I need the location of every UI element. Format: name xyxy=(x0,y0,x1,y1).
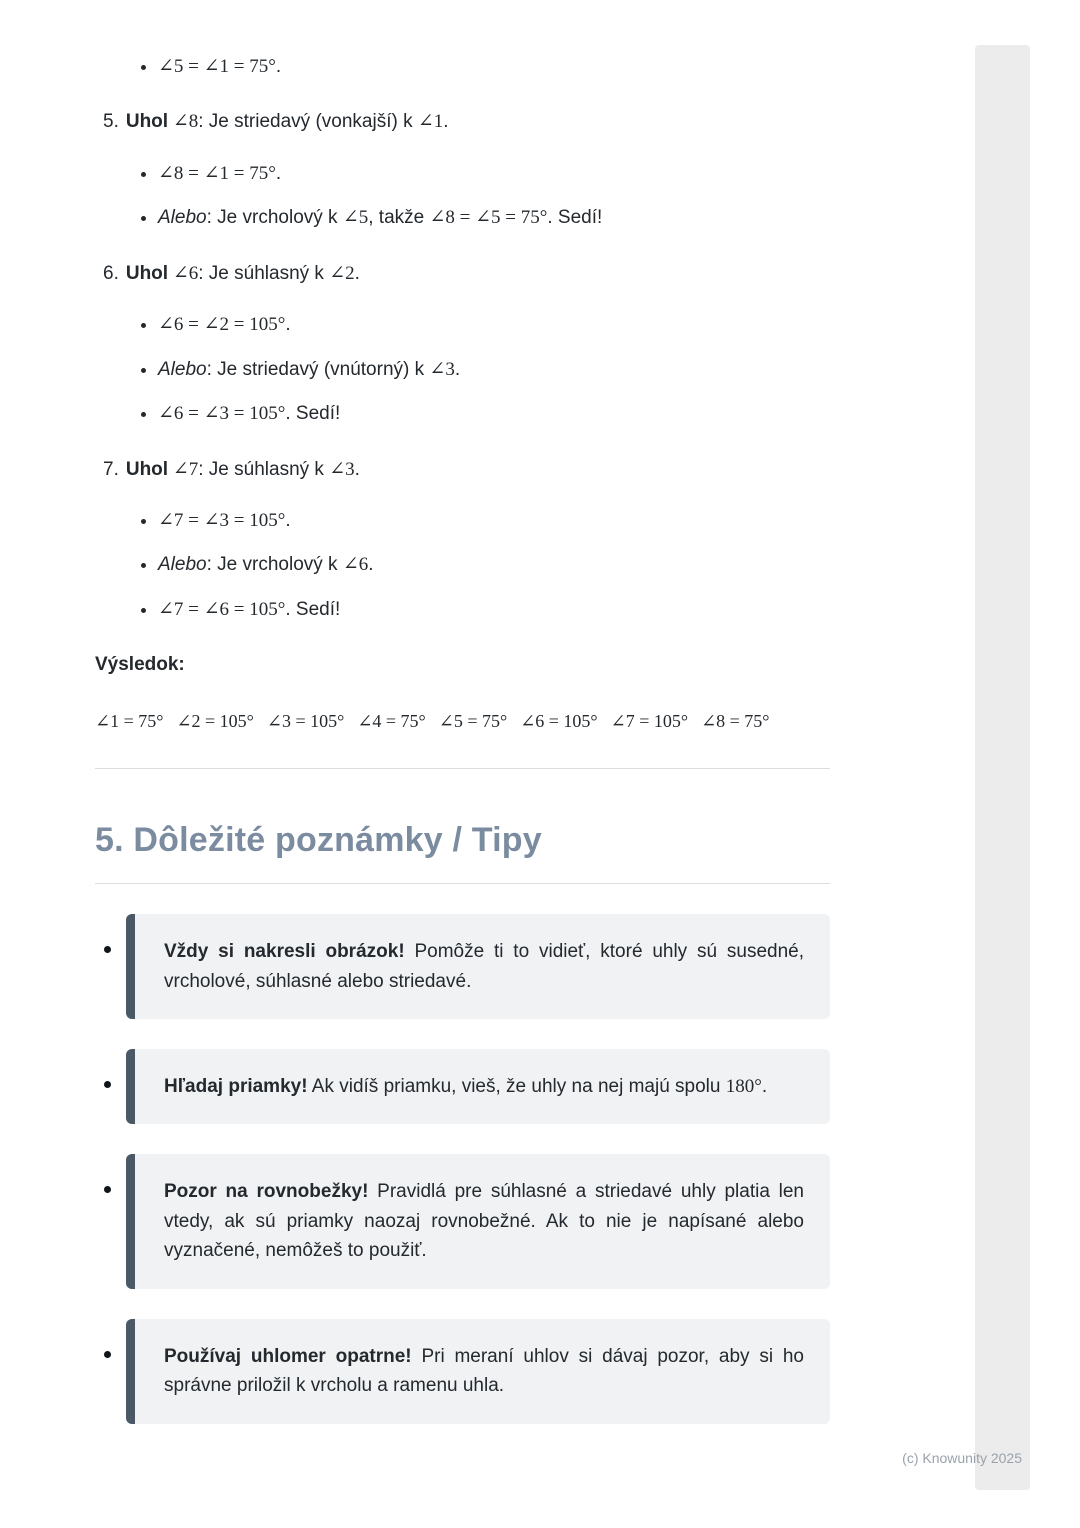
sub-bullet-item xyxy=(158,399,830,428)
segment-text: . xyxy=(354,458,360,480)
tip-text xyxy=(164,937,804,996)
tip-item xyxy=(95,1049,830,1124)
segment-bold: Pozor na rovnobežky! xyxy=(164,1181,369,1203)
tip-callout xyxy=(126,1049,830,1124)
numbered-list xyxy=(95,107,830,624)
segment-math: ∠8 = ∠5 = 75° xyxy=(429,207,548,229)
segment-text: . xyxy=(275,56,282,77)
sub-bullet-item xyxy=(158,355,830,384)
numbered-item xyxy=(95,259,830,429)
result-equation: ∠6 = 105° xyxy=(520,710,598,731)
segment-text: Pravidlá pre súhlasné a striedavé uhly platia len vtedy, ak sú priamky naozaj rovnobežné. Ak to nie je napísané alebo vyznačené, nemôžeš to použiť. xyxy=(164,1181,805,1262)
item-number: 5. xyxy=(103,111,119,133)
result-equation: ∠8 = 75° xyxy=(701,710,770,731)
sub-bullet-item xyxy=(158,159,830,188)
result-equation: ∠3 = 105° xyxy=(266,710,345,731)
numbered-item xyxy=(95,107,830,232)
segment-math: ∠2 xyxy=(329,262,355,284)
segment-text: Ak vidíš priamku, vieš, že uhly na nej majú spolu xyxy=(307,1075,726,1097)
segment-text: . Sedí! xyxy=(547,207,603,229)
segment-text: : Je súhlasný k xyxy=(198,458,330,480)
section-heading: 5. Dôležité poznámky / Tipy xyxy=(95,820,542,859)
result-equation: ∠2 = 105° xyxy=(176,710,254,731)
result-label: Výsledok: xyxy=(95,654,185,676)
sub-bullet-list xyxy=(95,310,830,428)
numbered-item-title xyxy=(95,107,830,136)
segment-math: ∠5 xyxy=(342,207,369,229)
sub-bullet-item xyxy=(158,203,830,232)
segment-bold: Uhol xyxy=(125,111,169,133)
segment-math: ∠7 = ∠6 = 105° xyxy=(158,598,286,620)
segment-math: ∠8 xyxy=(168,111,199,133)
segment-text: . xyxy=(275,162,282,184)
segment-italic: Alebo xyxy=(158,358,207,380)
result-equation: ∠5 = 75° xyxy=(438,710,508,731)
segment-math: ∠6 xyxy=(342,554,369,576)
segment-math: 180° xyxy=(725,1075,762,1097)
intro-bullet-item xyxy=(158,52,830,81)
tip-text xyxy=(164,1342,804,1401)
tips-list xyxy=(95,914,830,1424)
divider-top xyxy=(95,768,830,769)
sub-bullet-item xyxy=(158,310,830,339)
segment-math: ∠6 xyxy=(168,262,199,284)
segment-bold: Uhol xyxy=(125,458,169,480)
scrollbar-thumb[interactable] xyxy=(975,45,1030,1490)
sub-bullet-list xyxy=(95,506,830,624)
segment-text: . xyxy=(761,1075,768,1097)
segment-text: : Je striedavý (vnútorný) k xyxy=(206,358,430,380)
segment-text: : Je vrcholový k xyxy=(206,554,343,576)
result-equation: ∠1 = 75° xyxy=(95,710,164,731)
item-number: 7. xyxy=(103,458,119,480)
segment-text: Pomôže ti to vidieť, ktoré uhly sú susedné, vrcholové, súhlasné alebo striedavé. xyxy=(164,941,804,992)
sub-bullet-item xyxy=(158,550,830,579)
segment-math: ∠7 = ∠3 = 105° xyxy=(158,509,286,531)
segment-text: , takže xyxy=(368,207,430,229)
bullet-dot xyxy=(104,1186,111,1193)
segment-text: . Sedí! xyxy=(285,598,341,620)
tip-text xyxy=(164,1072,804,1101)
segment-italic: Alebo xyxy=(158,207,207,229)
segment-math: ∠8 = ∠1 = 75° xyxy=(158,162,276,184)
segment-text: . xyxy=(285,314,291,336)
sub-bullet-list xyxy=(95,159,830,233)
copyright-watermark: (c) Knowunity 2025 xyxy=(902,1450,1022,1466)
tip-item xyxy=(95,1319,830,1424)
result-equation: ∠4 = 75° xyxy=(357,710,426,731)
segment-math: ∠3 xyxy=(329,458,355,480)
sub-bullet-item xyxy=(158,595,830,624)
tip-callout xyxy=(126,1319,830,1424)
item-number: 6. xyxy=(103,262,119,284)
segment-text: . xyxy=(454,358,461,380)
segment-text: . xyxy=(285,509,291,531)
tip-item xyxy=(95,1154,830,1288)
segment-text: Pri meraní uhlov si dávaj pozor, aby si ho správne priložil k vrcholu a ramenu uhla. xyxy=(164,1345,804,1397)
segment-bold: Používaj uhlomer opatrne! xyxy=(164,1345,412,1367)
segment-italic: Alebo xyxy=(158,554,207,576)
segment-bold: Hľadaj priamky! xyxy=(164,1075,308,1097)
segment-bold: Vždy si nakresli obrázok! xyxy=(164,941,405,963)
tip-callout xyxy=(126,1154,830,1288)
numbered-item-title xyxy=(95,259,830,288)
divider-below-heading xyxy=(95,883,830,884)
segment-bold: Uhol xyxy=(125,262,169,284)
bullet-dot xyxy=(104,1351,111,1358)
segment-text: . xyxy=(354,262,360,284)
numbered-item xyxy=(95,455,830,625)
tip-callout xyxy=(126,914,830,1019)
sub-bullet-item xyxy=(158,506,830,535)
segment-math: ∠6 = ∠3 = 105° xyxy=(158,403,286,425)
segment-text: . Sedí! xyxy=(285,403,341,425)
segment-text: . xyxy=(443,111,449,133)
bullet-dot xyxy=(104,1081,111,1088)
result-equations xyxy=(95,708,830,736)
segment-math: ∠3 xyxy=(429,358,455,380)
segment-math: ∠7 xyxy=(168,458,199,480)
segment-text: : Je súhlasný k xyxy=(198,262,330,284)
intro-bullet-list xyxy=(95,52,830,81)
result-equation: ∠7 = 105° xyxy=(610,710,689,731)
tip-item xyxy=(95,914,830,1019)
segment-text: . xyxy=(368,554,374,576)
segment-math: ∠5 = ∠1 = 75° xyxy=(158,56,276,77)
numbered-item-title xyxy=(95,455,830,484)
segment-text: : Je vrcholový k xyxy=(206,207,343,229)
bullet-dot xyxy=(104,946,111,953)
tip-text xyxy=(164,1177,804,1265)
segment-math: ∠1 xyxy=(417,111,444,133)
segment-text: : Je striedavý (vonkajší) k xyxy=(198,111,418,133)
segment-math: ∠6 = ∠2 = 105° xyxy=(158,314,286,336)
